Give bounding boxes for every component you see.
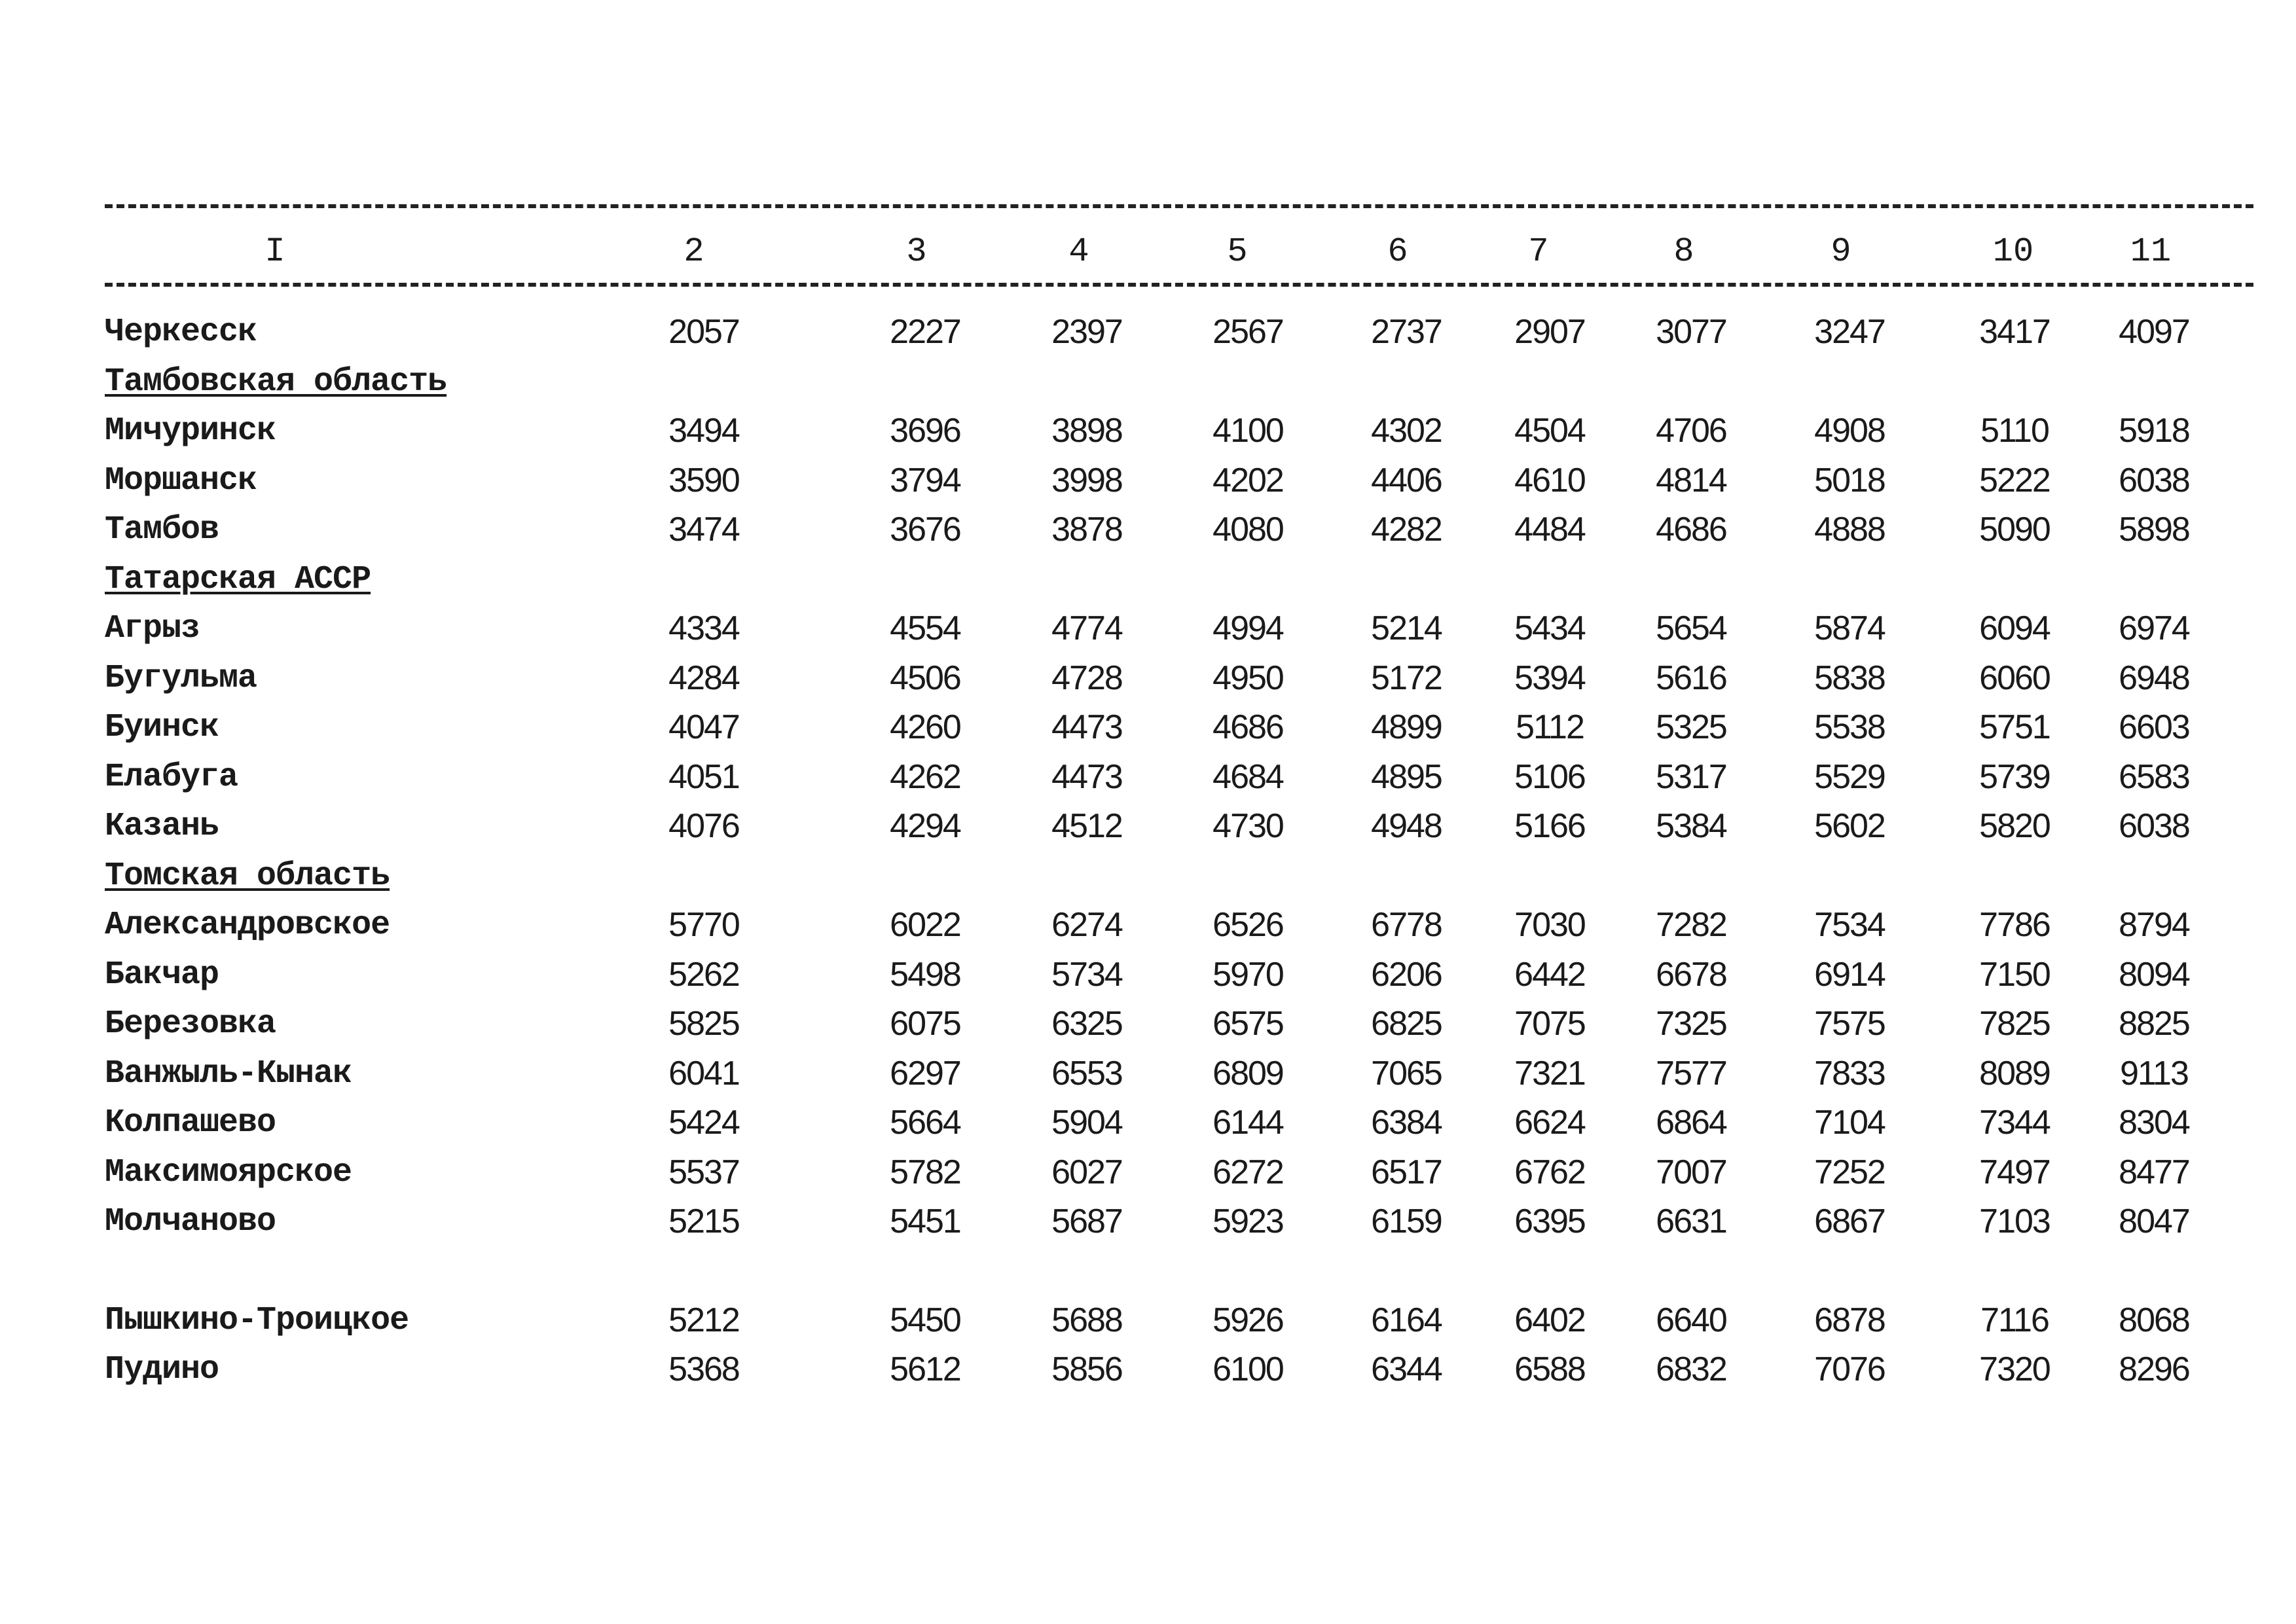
table-row (0, 802, 2296, 852)
table-cell: 5215 (668, 1202, 739, 1240)
table-cell: 6038 (2119, 461, 2189, 499)
table-cell: 6583 (2119, 757, 2189, 796)
section-title: Тамбовская область (105, 363, 447, 401)
table-cell: 5904 (1051, 1104, 1122, 1142)
section-title: Татарская АССР (105, 560, 371, 598)
table-row (0, 654, 2296, 704)
table-cell: 8068 (2119, 1301, 2189, 1339)
table-cell: 6809 (1212, 1054, 1283, 1092)
table-cell: 6974 (2119, 609, 2189, 647)
table-cell: 6867 (1814, 1202, 1885, 1240)
table-cell: 6778 (1371, 906, 1442, 944)
table-cell: 3898 (1051, 412, 1122, 450)
table-cell: 5838 (1814, 659, 1885, 697)
table-cell: 4473 (1051, 708, 1122, 746)
table-cell: 6038 (2119, 807, 2189, 845)
table-cell: 4334 (668, 609, 739, 647)
table-cell: 3247 (1814, 313, 1885, 351)
table-cell: 6864 (1656, 1104, 1726, 1142)
table-cell: 4473 (1051, 757, 1122, 796)
table-cell: 6384 (1371, 1104, 1442, 1142)
table-cell: 4686 (1656, 511, 1726, 549)
table-cell: 3494 (668, 412, 739, 450)
section-header-row (0, 555, 2296, 605)
table-cell: 5664 (890, 1104, 960, 1142)
table-cell: 5090 (1979, 511, 2050, 549)
table-cell: 6297 (890, 1054, 960, 1092)
table-cell: 2907 (1514, 313, 1585, 351)
header-cell-8: 8 (1673, 232, 1694, 271)
table-cell: 7575 (1814, 1005, 1885, 1043)
section-header-row (0, 852, 2296, 901)
table-row (0, 604, 2296, 654)
table-row (0, 456, 2296, 506)
table-cell: 4504 (1514, 412, 1585, 450)
row-label: Казань (105, 808, 219, 845)
table-cell: 2567 (1212, 313, 1283, 351)
table-cell: 3474 (668, 511, 739, 549)
table-cell: 5856 (1051, 1350, 1122, 1388)
table-cell: 5612 (890, 1350, 960, 1388)
table-cell: 8047 (2119, 1202, 2189, 1240)
table-cell: 6100 (1212, 1350, 1283, 1388)
table-cell: 2227 (890, 313, 960, 351)
row-label: Агрыз (105, 610, 200, 647)
table-cell: 4260 (890, 708, 960, 746)
table-cell: 4506 (890, 659, 960, 697)
table-cell: 4684 (1212, 757, 1283, 796)
table-cell: 5529 (1814, 757, 1885, 796)
table-cell: 7833 (1814, 1054, 1885, 1092)
table-cell: 8089 (1979, 1054, 2050, 1092)
row-label: Александровское (105, 907, 390, 944)
table-cell: 5110 (1980, 412, 2049, 450)
table-cell: 8794 (2119, 906, 2189, 944)
table-cell: 6762 (1514, 1153, 1585, 1191)
row-label: Пышкино-Троицкое (105, 1301, 409, 1339)
table-cell: 8304 (2119, 1104, 2189, 1142)
table-row (0, 901, 2296, 950)
table-cell: 4948 (1371, 807, 1442, 845)
table-cell: 4406 (1371, 461, 1442, 499)
table-cell: 5616 (1656, 659, 1726, 697)
table-cell: 5770 (668, 906, 739, 944)
row-label: Бакчар (105, 956, 219, 994)
table-cell: 4950 (1212, 659, 1283, 697)
table-cell: 4262 (890, 757, 960, 796)
table-cell: 7075 (1514, 1005, 1585, 1043)
table-cell: 3077 (1656, 313, 1726, 351)
table-cell: 4282 (1371, 511, 1442, 549)
table-cell: 6272 (1212, 1153, 1283, 1191)
table-cell: 6575 (1212, 1005, 1283, 1043)
table-cell: 5112 (1516, 708, 1584, 746)
row-label: Елабуга (105, 758, 238, 796)
table-row (0, 308, 2296, 357)
table-cell: 4728 (1051, 659, 1122, 697)
table-cell: 5106 (1514, 757, 1585, 796)
table-cell: 4908 (1814, 412, 1885, 450)
row-label: Пудино (105, 1351, 219, 1388)
table-cell: 7076 (1814, 1350, 1885, 1388)
table-cell: 2057 (668, 313, 739, 351)
table-cell: 6325 (1051, 1005, 1122, 1043)
table-cell: 7104 (1814, 1104, 1885, 1142)
table-cell: 6402 (1514, 1301, 1585, 1339)
table-cell: 5739 (1979, 757, 2050, 796)
table-cell: 7497 (1979, 1153, 2050, 1191)
table-cell: 6624 (1514, 1104, 1585, 1142)
table-body (0, 308, 2296, 1395)
header-cell-1: I (264, 232, 285, 271)
table-cell: 5538 (1814, 708, 1885, 746)
table-row (0, 703, 2296, 753)
table-row (0, 1197, 2296, 1247)
table-cell: 4080 (1212, 511, 1283, 549)
table-header-row (0, 226, 2296, 278)
table-cell: 5898 (2119, 511, 2189, 549)
table-cell: 5384 (1656, 807, 1726, 845)
table-cell: 3998 (1051, 461, 1122, 499)
section-title: Томская область (105, 857, 390, 895)
table-cell: 6678 (1656, 955, 1726, 994)
header-bottom-rule (105, 283, 2253, 287)
table-row (0, 1148, 2296, 1198)
table-cell: 3676 (890, 511, 960, 549)
table-cell: 7007 (1656, 1153, 1726, 1191)
header-cell-11: 11 (2130, 232, 2172, 271)
table-cell: 6588 (1514, 1350, 1585, 1388)
table-top-rule (105, 204, 2253, 208)
table-cell: 4512 (1051, 807, 1122, 845)
table-cell: 7786 (1979, 906, 2050, 944)
row-label: Ванжыль-Кынак (105, 1055, 352, 1092)
table-row (0, 950, 2296, 1000)
table-cell: 4047 (668, 708, 739, 746)
table-cell: 6075 (890, 1005, 960, 1043)
table-cell: 6027 (1051, 1153, 1122, 1191)
table-cell: 5820 (1979, 807, 2050, 845)
table-cell: 4097 (2119, 313, 2189, 351)
table-cell: 6344 (1371, 1350, 1442, 1388)
table-cell: 5751 (1979, 708, 2050, 746)
table-cell: 7030 (1514, 906, 1585, 944)
header-cell-7: 7 (1528, 232, 1549, 271)
table-cell: 7252 (1814, 1153, 1885, 1191)
table-cell: 7344 (1979, 1104, 2050, 1142)
header-cell-9: 9 (1831, 232, 1851, 271)
table-cell: 5317 (1656, 757, 1726, 796)
table-cell: 5172 (1371, 659, 1442, 697)
table-cell: 5654 (1656, 609, 1726, 647)
table-cell: 5537 (668, 1153, 739, 1191)
table-cell: 7116 (1980, 1301, 2049, 1339)
table-cell: 6832 (1656, 1350, 1726, 1388)
table-cell: 4051 (668, 757, 739, 796)
table-cell: 6825 (1371, 1005, 1442, 1043)
table-cell: 3590 (668, 461, 739, 499)
table-row (0, 1098, 2296, 1148)
table-cell: 4814 (1656, 461, 1726, 499)
table-cell: 3794 (890, 461, 960, 499)
table-cell: 6274 (1051, 906, 1122, 944)
table-cell: 7150 (1979, 955, 2050, 994)
table-cell: 5874 (1814, 609, 1885, 647)
table-cell: 5394 (1514, 659, 1585, 697)
table-cell: 4284 (668, 659, 739, 697)
table-cell: 4294 (890, 807, 960, 845)
row-label: Мичуринск (105, 412, 276, 450)
table-cell: 4202 (1212, 461, 1283, 499)
table-cell: 7321 (1514, 1054, 1585, 1092)
row-label: Молчаново (105, 1203, 276, 1240)
header-cell-5: 5 (1227, 232, 1248, 271)
table-cell: 6526 (1212, 906, 1283, 944)
table-cell: 4686 (1212, 708, 1283, 746)
table-cell: 3696 (890, 412, 960, 450)
table-cell: 8296 (2119, 1350, 2189, 1388)
table-cell: 5602 (1814, 807, 1885, 845)
row-label: Моршанск (105, 461, 257, 499)
table-cell: 5262 (668, 955, 739, 994)
table-cell: 5212 (668, 1301, 739, 1339)
table-cell: 4994 (1212, 609, 1283, 647)
table-cell: 5926 (1212, 1301, 1283, 1339)
table-cell: 4706 (1656, 412, 1726, 450)
table-cell: 4302 (1371, 412, 1442, 450)
table-cell: 5825 (668, 1005, 739, 1043)
header-cell-10: 10 (1992, 232, 2034, 271)
table-cell: 8094 (2119, 955, 2189, 994)
row-label: Колпашево (105, 1104, 276, 1142)
table-cell: 5018 (1814, 461, 1885, 499)
table-cell: 7577 (1656, 1054, 1726, 1092)
table-cell: 9113 (2120, 1054, 2188, 1092)
table-cell: 5923 (1212, 1202, 1283, 1240)
table-cell: 5368 (668, 1350, 739, 1388)
table-cell: 5166 (1514, 807, 1585, 845)
header-cell-4: 4 (1068, 232, 1089, 271)
table-cell: 6640 (1656, 1301, 1726, 1339)
table-row (0, 1296, 2296, 1346)
row-label: Бугульма (105, 659, 257, 697)
table-cell: 6159 (1371, 1202, 1442, 1240)
row-label: Тамбов (105, 511, 219, 549)
table-cell: 4730 (1212, 807, 1283, 845)
table-cell: 6144 (1212, 1104, 1283, 1142)
table-cell: 5498 (890, 955, 960, 994)
table-cell: 6914 (1814, 955, 1885, 994)
table-cell: 4888 (1814, 511, 1885, 549)
table-cell: 6948 (2119, 659, 2189, 697)
table-cell: 3417 (1979, 313, 2050, 351)
table-row (0, 1049, 2296, 1099)
table-row (0, 505, 2296, 555)
table-cell: 5434 (1514, 609, 1585, 647)
header-cell-3: 3 (906, 232, 927, 271)
table-cell: 7282 (1656, 906, 1726, 944)
table-cell: 3878 (1051, 511, 1122, 549)
table-cell: 4554 (890, 609, 960, 647)
table-cell: 7534 (1814, 906, 1885, 944)
table-cell: 5970 (1212, 955, 1283, 994)
table-cell: 7825 (1979, 1005, 2050, 1043)
table-cell: 2397 (1051, 313, 1122, 351)
table-cell: 5734 (1051, 955, 1122, 994)
table-cell: 7320 (1979, 1350, 2050, 1388)
table-cell: 6395 (1514, 1202, 1585, 1240)
table-cell: 6442 (1514, 955, 1585, 994)
table-cell: 4895 (1371, 757, 1442, 796)
table-cell: 6631 (1656, 1202, 1726, 1240)
table-cell: 5450 (890, 1301, 960, 1339)
table-cell: 5451 (890, 1202, 960, 1240)
table-cell: 5918 (2119, 412, 2189, 450)
row-label: Черкесск (105, 314, 257, 351)
row-label: Максимоярское (105, 1153, 352, 1191)
table-cell: 4076 (668, 807, 739, 845)
row-label: Березовка (105, 1005, 276, 1043)
table-cell: 8477 (2119, 1153, 2189, 1191)
table-cell: 5424 (668, 1104, 739, 1142)
table-cell: 5687 (1051, 1202, 1122, 1240)
table-cell: 6041 (668, 1054, 739, 1092)
table-cell: 5688 (1051, 1301, 1122, 1339)
table-cell: 6553 (1051, 1054, 1122, 1092)
header-cell-2: 2 (683, 232, 704, 271)
table-row (0, 753, 2296, 803)
table-cell: 5214 (1371, 609, 1442, 647)
table-cell: 7325 (1656, 1005, 1726, 1043)
table-cell: 7065 (1371, 1054, 1442, 1092)
table-cell: 4100 (1212, 412, 1283, 450)
row-label: Буинск (105, 709, 219, 746)
table-cell: 6022 (890, 906, 960, 944)
table-cell: 7103 (1979, 1202, 2050, 1240)
table-cell: 6060 (1979, 659, 2050, 697)
table-cell: 5782 (890, 1153, 960, 1191)
header-cell-6: 6 (1387, 232, 1408, 271)
table-cell: 5325 (1656, 708, 1726, 746)
table-cell: 4610 (1514, 461, 1585, 499)
table-cell: 4484 (1514, 511, 1585, 549)
table-row (0, 1000, 2296, 1049)
section-header-row (0, 357, 2296, 407)
table-cell: 4899 (1371, 708, 1442, 746)
table-cell: 6206 (1371, 955, 1442, 994)
table-cell: 5222 (1979, 461, 2050, 499)
table-cell: 2737 (1371, 313, 1442, 351)
table-cell: 4774 (1051, 609, 1122, 647)
table-cell: 6603 (2119, 708, 2189, 746)
table-cell: 6164 (1371, 1301, 1442, 1339)
table-row (0, 406, 2296, 456)
table-cell: 8825 (2119, 1005, 2189, 1043)
table-cell: 6878 (1814, 1301, 1885, 1339)
table-cell: 6094 (1979, 609, 2050, 647)
table-cell: 6517 (1371, 1153, 1442, 1191)
table-row (0, 1345, 2296, 1395)
